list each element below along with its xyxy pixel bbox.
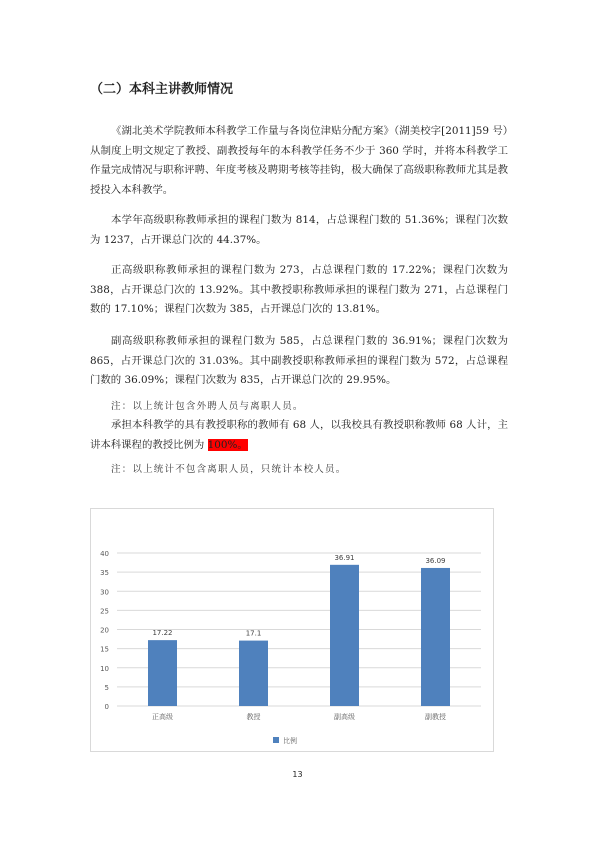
page-number: 13 (292, 770, 303, 779)
data-label: 17.22 (152, 629, 173, 638)
paragraph-associate-senior: 副高级职称教师承担的课程门数为 585，占总课程门数的 36.91%；课程门次数为 865，占开课总门次的 31.03%。其中副教授职称教师承担的课程门数为 572，占总课程门数的 36.09%；课程门次数为 835，占开课总门次的 29.95%。 (90, 335, 508, 386)
bar-2 (239, 641, 268, 706)
legend-label: 比例 (283, 737, 297, 745)
bar-chart-svg (91, 509, 493, 751)
y-tick-label: 40 (100, 550, 109, 558)
data-label: 36.91 (334, 553, 355, 562)
bar-4 (421, 568, 450, 706)
y-tick-label: 5 (104, 683, 109, 692)
x-tick-label: 副教授 (425, 713, 446, 721)
data-label: 17.1 (245, 629, 262, 638)
y-tick-label: 0 (104, 703, 109, 711)
paragraph-policy: 《湖北美术学院教师本科教学工作量与各岗位津贴分配方案》（湖美校字[2011]59 号）从制度上明文规定了教授、副教授每年的本科教学任务不少于 360 学时，并将本科教学工作量完成情况与职称评聘、年度考核及聘期考核等挂钩，极大确保了高级职称教师尤其是教授投入本科教学。 (90, 125, 508, 196)
x-tick-label: 正高级 (152, 713, 173, 721)
paragraph-professor-ratio (90, 416, 508, 455)
y-tick-label: 20 (100, 626, 109, 635)
y-tick-label: 15 (100, 645, 109, 654)
bar-chart (90, 508, 494, 752)
bar-3 (330, 565, 359, 706)
paragraph-senior: 本学年高级职称教师承担的课程门数为 814，占总课程门数的 51.36%；课程门次数为 1237，占开课总门次的 44.37%。 (90, 214, 508, 246)
y-tick-label: 35 (100, 569, 109, 578)
professor-ratio-highlight: 100%。 (207, 438, 248, 451)
x-tick-label: 教授 (246, 713, 261, 721)
bar-1 (148, 640, 177, 706)
data-label: 36.09 (425, 556, 446, 565)
legend-swatch (273, 737, 279, 743)
note-1: 注：以上统计包含外聘人员与离职人员。 (111, 401, 304, 412)
paragraph-full-senior: 正高级职称教师承担的课程门数为 273，占总课程门数的 17.22%；课程门次数为 388，占开课总门次的 13.92%。其中教授职称教师承担的课程门数为 271，占总课程门数的 17.10%；课程门次数为 385，占开课总门次的 13.81%。 (90, 264, 508, 315)
y-tick-label: 30 (100, 588, 109, 597)
x-tick-label: 副高级 (334, 713, 355, 721)
section-heading: （二）本科主讲教师情况 (90, 82, 234, 97)
y-tick-label: 10 (100, 664, 109, 673)
y-tick-label: 25 (100, 607, 109, 616)
professor-ratio-text: 承担本科教学的具有教授职称的教师有 68 人，以我校具有教授职称教师 68 人计，主讲本科课程的教授比例为 (90, 419, 508, 451)
note-2: 注：以上统计不包含离职人员，只统计本校人员。 (111, 464, 347, 475)
